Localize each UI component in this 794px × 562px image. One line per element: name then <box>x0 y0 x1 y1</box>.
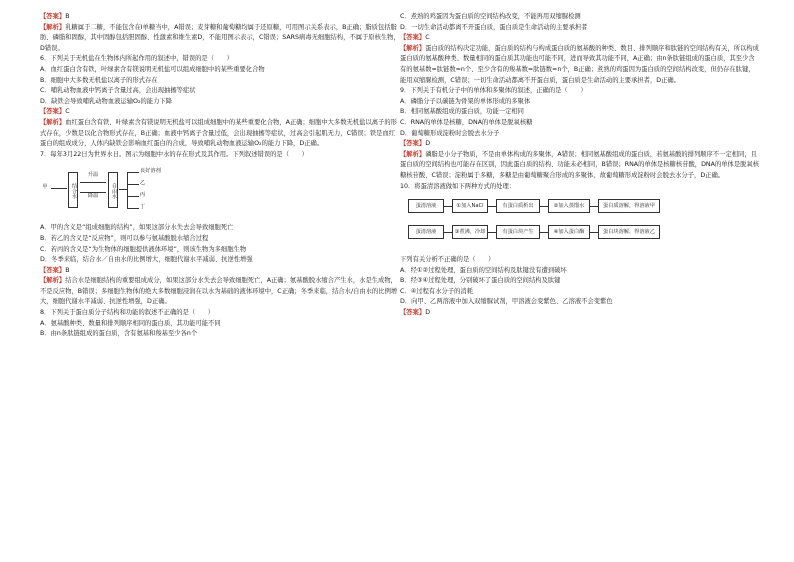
egg-solution-box-2: 蛋清溶液 <box>408 225 444 239</box>
q9-option-c: C．RNA的单体是核糖，DNA的单体是脱氧核糖 <box>400 118 533 126</box>
q8-option-c: C．煮熟的鸡蛋因为蛋白质的空间结构改变，不能再用双缩脲检测 <box>400 13 581 20</box>
step4-box: ④加入蛋白酶 <box>548 225 590 239</box>
q7-option-b: B．若乙的含义是“反应物”，则可以参与氨基酸脱水缩合过程 <box>40 234 209 242</box>
q5-answer: B <box>65 13 70 20</box>
q7-analysis: 【解析】结合水是细胞结构的重要组成成分，如果这部分水失去会导致细胞死亡，A正确；氨基酸脱水缩合产生水，水是生成物，不是反应物，B错误；多细胞生物体的绝大多数细胞浸润在以水为基础的液体环境中，C正确；冬季来临，结合水/自由水的比例增大，细胞代谢水平减弱、抗逆性增强，D正确。 <box>40 277 398 306</box>
q7-option-a: A．甲的含义是“组成细胞的结构”，如果这部分水失去会导致细胞死亡 <box>40 224 234 232</box>
q9-analysis: 【解析】磷脂是小分子物质，不是由单体构成的多聚体，A错误；相同氨基酸组成的蛋白质，若氨基酸的排列顺序不一定相同，且蛋白质的空间结构也可能存在区别，因此蛋白质的结构、功能未必相同，B错误；RNA的单体是核糖核苷酸，DNA的单体是脱氧核糖核苷酸，C错误；淀粉属于多糖，多糖是由葡萄糖聚合形成的多聚体，故葡萄糖形成淀粉时会脱去水分子，D正确。 <box>400 150 760 179</box>
label-ding: 丁 <box>140 204 150 211</box>
step2-box: ②加入蒸馏水 <box>548 199 590 213</box>
q7-answer: B <box>65 266 70 274</box>
q6-option-c: C．哺乳动物血液中钙离子含量过高，会出现抽搐等症状 <box>40 87 196 95</box>
q10-stem: 10．将蛋清溶液做如下两种方式的处理： <box>400 182 516 190</box>
q7-stem: 7．每年3月22日为世界水日。图示为细胞中水的存在形式及其作用。下列叙述错误的是（ ） <box>40 150 308 158</box>
q6-option-a: A．血红蛋白含有铁，叶绿素含有镁说明无机盐可以组成细胞中的某些重要化合物 <box>40 65 265 73</box>
q9-stem: 9．下列关于有机分子中的单体和多聚体的叙述，正确的是（ ） <box>400 87 587 95</box>
step1-box: ①加入NaCl <box>452 199 488 213</box>
bound-water-box: 结合水 <box>68 172 78 208</box>
q8-answer-line: 【答案】C <box>400 34 430 42</box>
step3-box: ③煮沸，冷却 <box>452 225 488 239</box>
branch-vertical <box>127 172 128 208</box>
q10-option-a: A．经①②过程处理，蛋白质的空间结构及肽键没有遭到破坏 <box>400 266 567 274</box>
water-form-diagram <box>40 162 400 220</box>
heating-arrow <box>80 182 106 183</box>
q6-option-b: B．细胞中大多数无机盐以离子的形式存在 <box>40 76 158 84</box>
cooling-label: 降温 <box>80 193 106 203</box>
q10-sub-stem: 下列有关分析不正确的是（ ） <box>400 256 495 264</box>
q6-stem: 6．下列关于无机盐在生物体内所起作用的叙述中，错误的是（ ） <box>40 55 233 63</box>
q10-option-b: B．经③④过程处理，分别破坏了蛋白质的空间结构及肽键 <box>400 277 561 285</box>
q7-option-d: D．冬季来临，结合水／自由水的比例增大，细胞代谢水平减弱、抗逆性增强 <box>40 256 253 264</box>
q5-answer-line <box>40 12 400 23</box>
right-column <box>400 12 760 319</box>
egg-white-process-diagram <box>400 195 760 251</box>
final2-box: 蛋白块溶解，得溶液乙 <box>598 225 660 239</box>
final1-box: 蛋白质溶解，得溶液甲 <box>598 199 660 213</box>
q6-answer-line: 【答案】C <box>40 108 70 116</box>
q8-stem: 8．下列关于蛋白质分子结构和功能的叙述不正确的是（ ） <box>40 309 215 317</box>
q9-option-b: B．相同氨基酸组成的蛋白质，功能一定相同 <box>400 108 524 116</box>
solvent-label: 良好溶剂 <box>140 168 174 175</box>
q8-option-d: D．一切生命活动都离不开蛋白质，蛋白质是生命活动的主要承担者 <box>400 23 588 31</box>
q6-option-d: D．缺铁会导致哺乳动物血液运输O₂的能力下降 <box>40 97 172 105</box>
branch-connector <box>119 189 127 190</box>
diagram-label-jia: 甲 <box>40 184 50 191</box>
analysis-tag: 【解析】 <box>40 23 66 31</box>
label-bing: 丙 <box>140 192 150 199</box>
left-column <box>40 12 400 340</box>
q10-option-d: D．向甲、乙两溶液中加入双缩脲试剂，甲溶液会变紫色、乙溶液不会变紫色 <box>400 298 613 306</box>
q9-option-a: A．磷脂分子以碳链为骨架的单体形成的多聚体 <box>400 97 531 105</box>
q6-analysis: 【解析】血红蛋白含有铁、叶绿素含有镁说明无机盐可以组成细胞中的某些重要化合物，A正确；细胞中大多数无机盐以离子的形式存在，少数是以化合物形式存在，B正确；血液中钙离子含量过低，会出现抽搐等症状，过高会引起肌无力，C错误；铁是血红蛋白的组成成分，人体内缺铁会影响血红蛋白的合成，导致哺乳动物血液运输O₂的能力下降，D正确。 <box>40 118 397 148</box>
q10-answer: D <box>425 309 431 317</box>
result1-box: 有蛋白质析出 <box>496 199 540 213</box>
heating-label: 升温 <box>80 172 106 188</box>
q8-analysis: 【解析】蛋白质的结构决定功能，蛋白质的结构与构成蛋白质的氨基酸的种类、数目、排列顺序和肽链的空间结构有关，所以构成蛋白质的氨基酸种类、数量相同的蛋白质其功能也可能不同，进而导致其功能不同，A正确；由n条肽链组成的蛋白质，其至少含有的氨基数=肽链数=n个、至少含有的羧基数=肽链数=n个，B正确；煮熟的鸡蛋因为蛋白质的空间结构改变，但仍存在肽键，能用双缩脲检测，C错误；一切生命活动都离不开蛋白质，蛋白质是生命活动的主要承担者，D正确。 <box>400 44 759 84</box>
q7-answer-line: 【答案】B <box>40 266 70 274</box>
q7-option-c: C．若丙的含义是“为生物体的细胞提供液体环境”，则该生物为多细胞生物 <box>40 245 247 253</box>
q10-answer-line: 【答案】D <box>400 309 431 317</box>
q9-option-d: D．葡萄糖形成淀粉时会脱去水分子 <box>400 129 500 137</box>
answer-tag: 【答案】 <box>40 13 66 20</box>
q9-answer: D <box>425 140 431 148</box>
q9-answer-line: 【答案】D <box>400 140 431 148</box>
q10-option-c: C．④过程有水分子的消耗 <box>400 287 474 295</box>
diagram-arrow <box>51 188 67 189</box>
result2-box: 有蛋白块产生 <box>496 225 540 239</box>
q5-analysis: 【解析】乳糖属于二糖，不能包含在Ⅰ单糖当中，A错误；麦芽糖和葡萄糖均属于还原糖，可用图示关系表示，B正确；脂质包括脂肪、磷脂和固醇，其中固醇包括胆固醇、性激素和维生素D，不能用图示表示，C错误；SARS病毒无细胞结构，不属于原核生物，D错误。 <box>40 23 400 52</box>
q6-answer: C <box>65 108 70 116</box>
egg-solution-box-1: 蛋清溶液 <box>408 199 444 213</box>
free-water-box: 自由水 <box>108 172 118 208</box>
q8-answer: C <box>425 34 430 42</box>
label-yi: 乙 <box>140 180 150 187</box>
q8-option-a: A．氨基酸种类、数量和排列顺序相同的蛋白质，其功能可能不同 <box>40 319 221 327</box>
q8-option-b: B．由n条肽链组成的蛋白质，含有氨基和羧基至少各n个 <box>40 330 198 338</box>
